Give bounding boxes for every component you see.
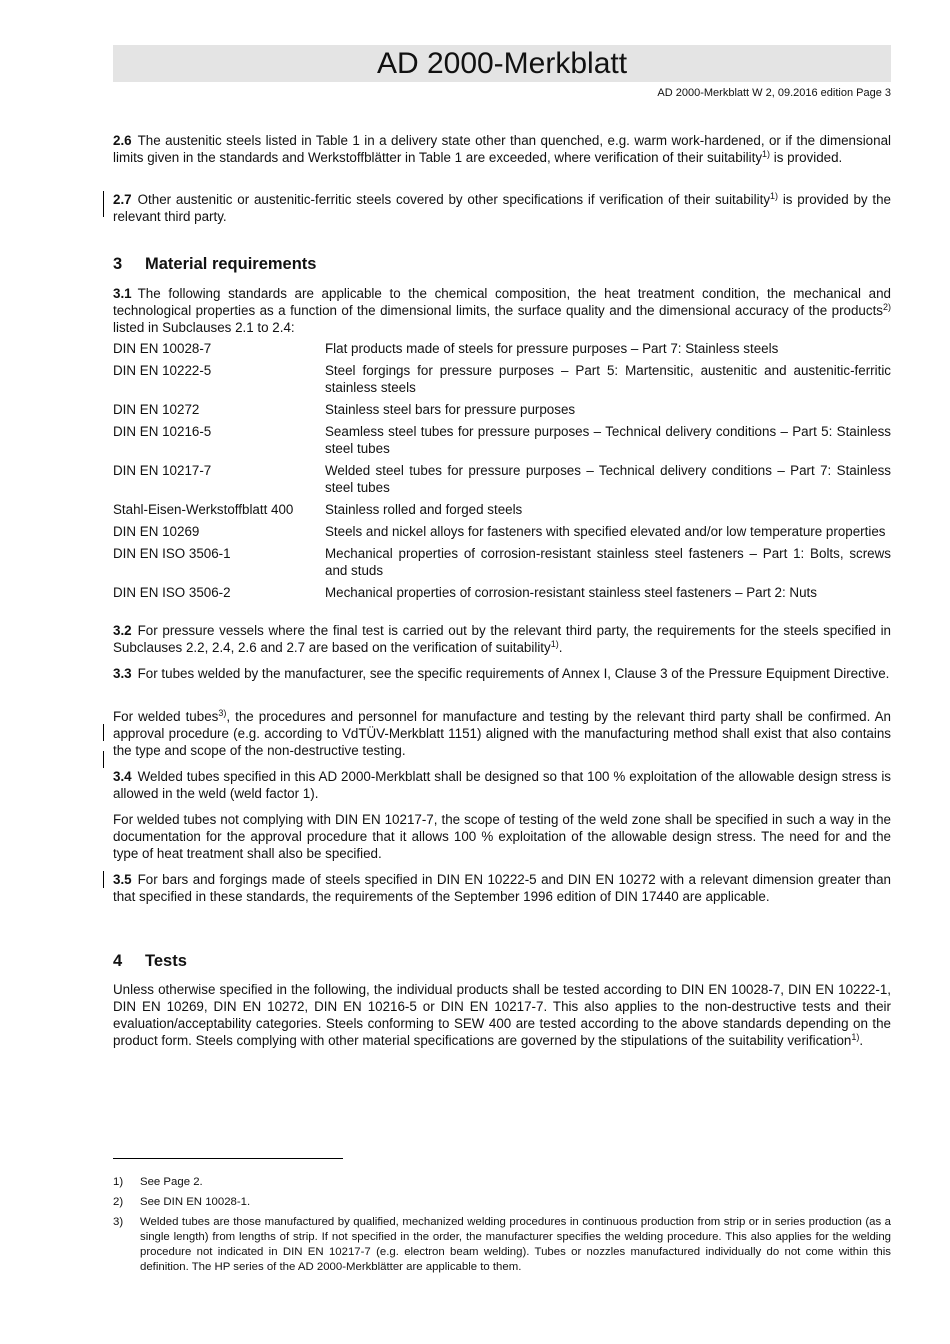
section-number: 3 [113,255,123,273]
change-bar [103,191,104,217]
footnote-ref: 2) [882,302,891,312]
standards-table [113,340,891,606]
standard-description: Steels and nickel alloys for fasteners with specified elevated and/or low temperature properties [325,524,886,539]
edition-line: AD 2000-Merkblatt W 2, 09.2016 edition Page 3 [657,87,891,99]
standard-description: Stainless rolled and forged steels [325,502,523,517]
table-row [113,523,891,545]
clause-text-tail: is provided. [770,150,843,165]
section-title: Material requirements [145,255,317,273]
footnote-ref: 1) [851,1032,860,1042]
clause-number: 3.3 [113,666,132,681]
footnote-number: 3) [113,1216,124,1228]
footnote-text: Welded tubes are those manufactured by qualified, mechanized welding procedures in continuous production from strip or in series production (as a single length) from lengths of strip. If not specified in the order, the manufacturer specifies the welding procedure. This also applies for the welding procedure not indicated in DIN EN 10217-7 (e.g. electron beam welding). Tubes or nozzles manufactured individually do not come within this definition. The HP series of the AD 2000-Merkblätter are applicable to them. [140,1216,891,1273]
paragraph-text-tail: , the procedures and personnel for manufacture and testing by the relevant third party shall be confirmed. An approval procedure (e.g. according to VdTÜV-Merkblatt 1151) aligned with the manufacturing method shall exist that also contains the type and scope of the non-destructive testing. [113,709,891,758]
paragraph-text: Unless otherwise specified in the following, the individual products shall be tested according to DIN EN 10028-7, DIN EN 10222-1, DIN EN 10269, DIN EN 10272, DIN EN 10216-5 or DIN EN 10217-7. This also applies to the non-destructive tests and their evaluation/acceptability categories. Steels conforming to SEW 400 are tested according to the above standards depending on the product form. Steels complying with other material specifications are governed by the stipulations of the suitability verification [113,982,891,1048]
paragraph-text-tail: . [859,1033,864,1048]
clause-2-7 [113,191,891,225]
clause-2-6 [113,132,891,166]
clause-3-3 [113,665,891,682]
standard-code: DIN EN ISO 3506-2 [113,585,231,600]
standard-description: Seamless steel tubes for pressure purposes – Technical delivery conditions – Part 5: Stainless steel tubes [325,424,891,456]
footnote-number: 2) [113,1196,124,1208]
section-title: Tests [145,952,187,970]
standard-code: DIN EN 10269 [113,524,200,539]
page-header-title: AD 2000-Merkblatt [113,45,891,82]
clause-text-tail: listed in Subclauses 2.1 to 2.4: [113,320,295,335]
clause-3-1 [113,285,891,336]
standard-code: DIN EN 10028-7 [113,341,212,356]
change-bar [103,724,104,741]
footnote-number: 1) [113,1176,124,1188]
clause-3-2 [113,622,891,656]
standard-code: DIN EN 10222-5 [113,363,212,378]
section-number: 4 [113,952,123,970]
not-complying-paragraph [113,811,891,862]
table-row [113,401,891,423]
standard-code: DIN EN 10272 [113,402,200,417]
clause-text: The austenitic steels listed in Table 1 in a delivery state other than quenched, e.g. warm work-hardened, or if the dimensional limits given in the standards and Werkstoffblätter in Table 1 are exceeded, where verification of their suitability [113,133,891,165]
standard-description: Flat products made of steels for pressure purposes – Part 7: Stainless steels [325,341,779,356]
clause-text-tail: is provided by the relevant third party. [113,192,891,224]
footnote [113,1195,891,1210]
clause-3-5 [113,871,891,905]
clause-number: 3.4 [113,769,132,784]
footnote-text: See DIN EN 10028-1. [140,1196,251,1208]
section-3-heading [113,254,891,274]
table-row [113,362,891,401]
clause-text-tail: . [558,640,563,655]
table-row [113,340,891,362]
standard-description: Welded steel tubes for pressure purposes – Technical delivery conditions – Part 7: Stainless steel tubes [325,463,891,495]
footnote-separator [113,1158,343,1159]
footnote-ref: 1) [762,149,771,159]
clause-number: 2.6 [113,133,132,148]
section-4-heading [113,951,891,971]
standard-description: Steel forgings for pressure purposes – Part 5: Martensitic, austenitic and austenitic-ferritic stainless steels [325,363,891,395]
table-row [113,501,891,523]
clause-number: 3.1 [113,286,132,301]
clause-number: 3.5 [113,872,132,887]
footnote-text: See Page 2. [140,1176,203,1188]
standard-description: Mechanical properties of corrosion-resistant stainless steel fasteners – Part 2: Nuts [325,585,817,600]
clause-text: For tubes welded by the manufacturer, see the specific requirements of Annex I, Clause 3 of the Pressure Equipment Directive. [137,666,890,681]
standard-code: DIN EN 10216-5 [113,424,212,439]
standard-code: Stahl-Eisen-Werkstoffblatt 400 [113,502,294,517]
change-bar [103,751,104,768]
clause-3-4 [113,768,891,802]
clause-number: 2.7 [113,192,132,207]
paragraph-text: For welded tubes [113,709,219,724]
footnote-ref: 1) [550,639,559,649]
change-bar [103,871,104,888]
standard-code: DIN EN 10217-7 [113,463,212,478]
footnote [113,1215,891,1275]
clause-text: Welded tubes specified in this AD 2000-Merkblatt shall be designed so that 100 % exploitation of the allowable design stress is allowed in the weld (weld factor 1). [113,769,891,801]
clause-text: For bars and forgings made of steels specified in DIN EN 10222-5 and DIN EN 10272 with a relevant dimension greater than that specified in these standards, the requirements of the September 1996 edition of DIN 17440 are applicable. [113,872,891,904]
table-row [113,462,891,501]
table-row [113,584,891,606]
clause-text: The following standards are applicable to the chemical composition, the heat treatment condition, the mechanical and technological properties as a function of the dimensional limits, the surface quality and the dimensional accuracy of the products [113,286,891,318]
footnote-ref: 3) [218,708,227,718]
table-row [113,545,891,584]
paragraph-text: For welded tubes not complying with DIN EN 10217-7, the scope of testing of the weld zone shall be specified in such a way in the documentation for the approval procedure that it allows 100 % exploitation of the allowable design stress. The need for and the type of heat treatment shall also be specified. [113,812,891,861]
clause-text: For pressure vessels where the final test is carried out by the relevant third party, the requirements for the steels specified in Subclauses 2.2, 2.4, 2.6 and 2.7 are based on the verification of suitability [113,623,891,655]
standard-description: Stainless steel bars for pressure purposes [325,402,576,417]
welded-tubes-paragraph [113,708,891,759]
clause-text: Other austenitic or austenitic-ferritic steels covered by other specifications if verification of their suitability [137,192,771,207]
clause-number: 3.2 [113,623,132,638]
footnote [113,1175,891,1190]
tests-paragraph [113,981,891,1049]
standard-code: DIN EN ISO 3506-1 [113,546,231,561]
footnote-ref: 1) [770,191,779,201]
standard-description: Mechanical properties of corrosion-resistant stainless steel fasteners – Part 1: Bolts, screws and studs [325,546,891,578]
table-row [113,423,891,462]
